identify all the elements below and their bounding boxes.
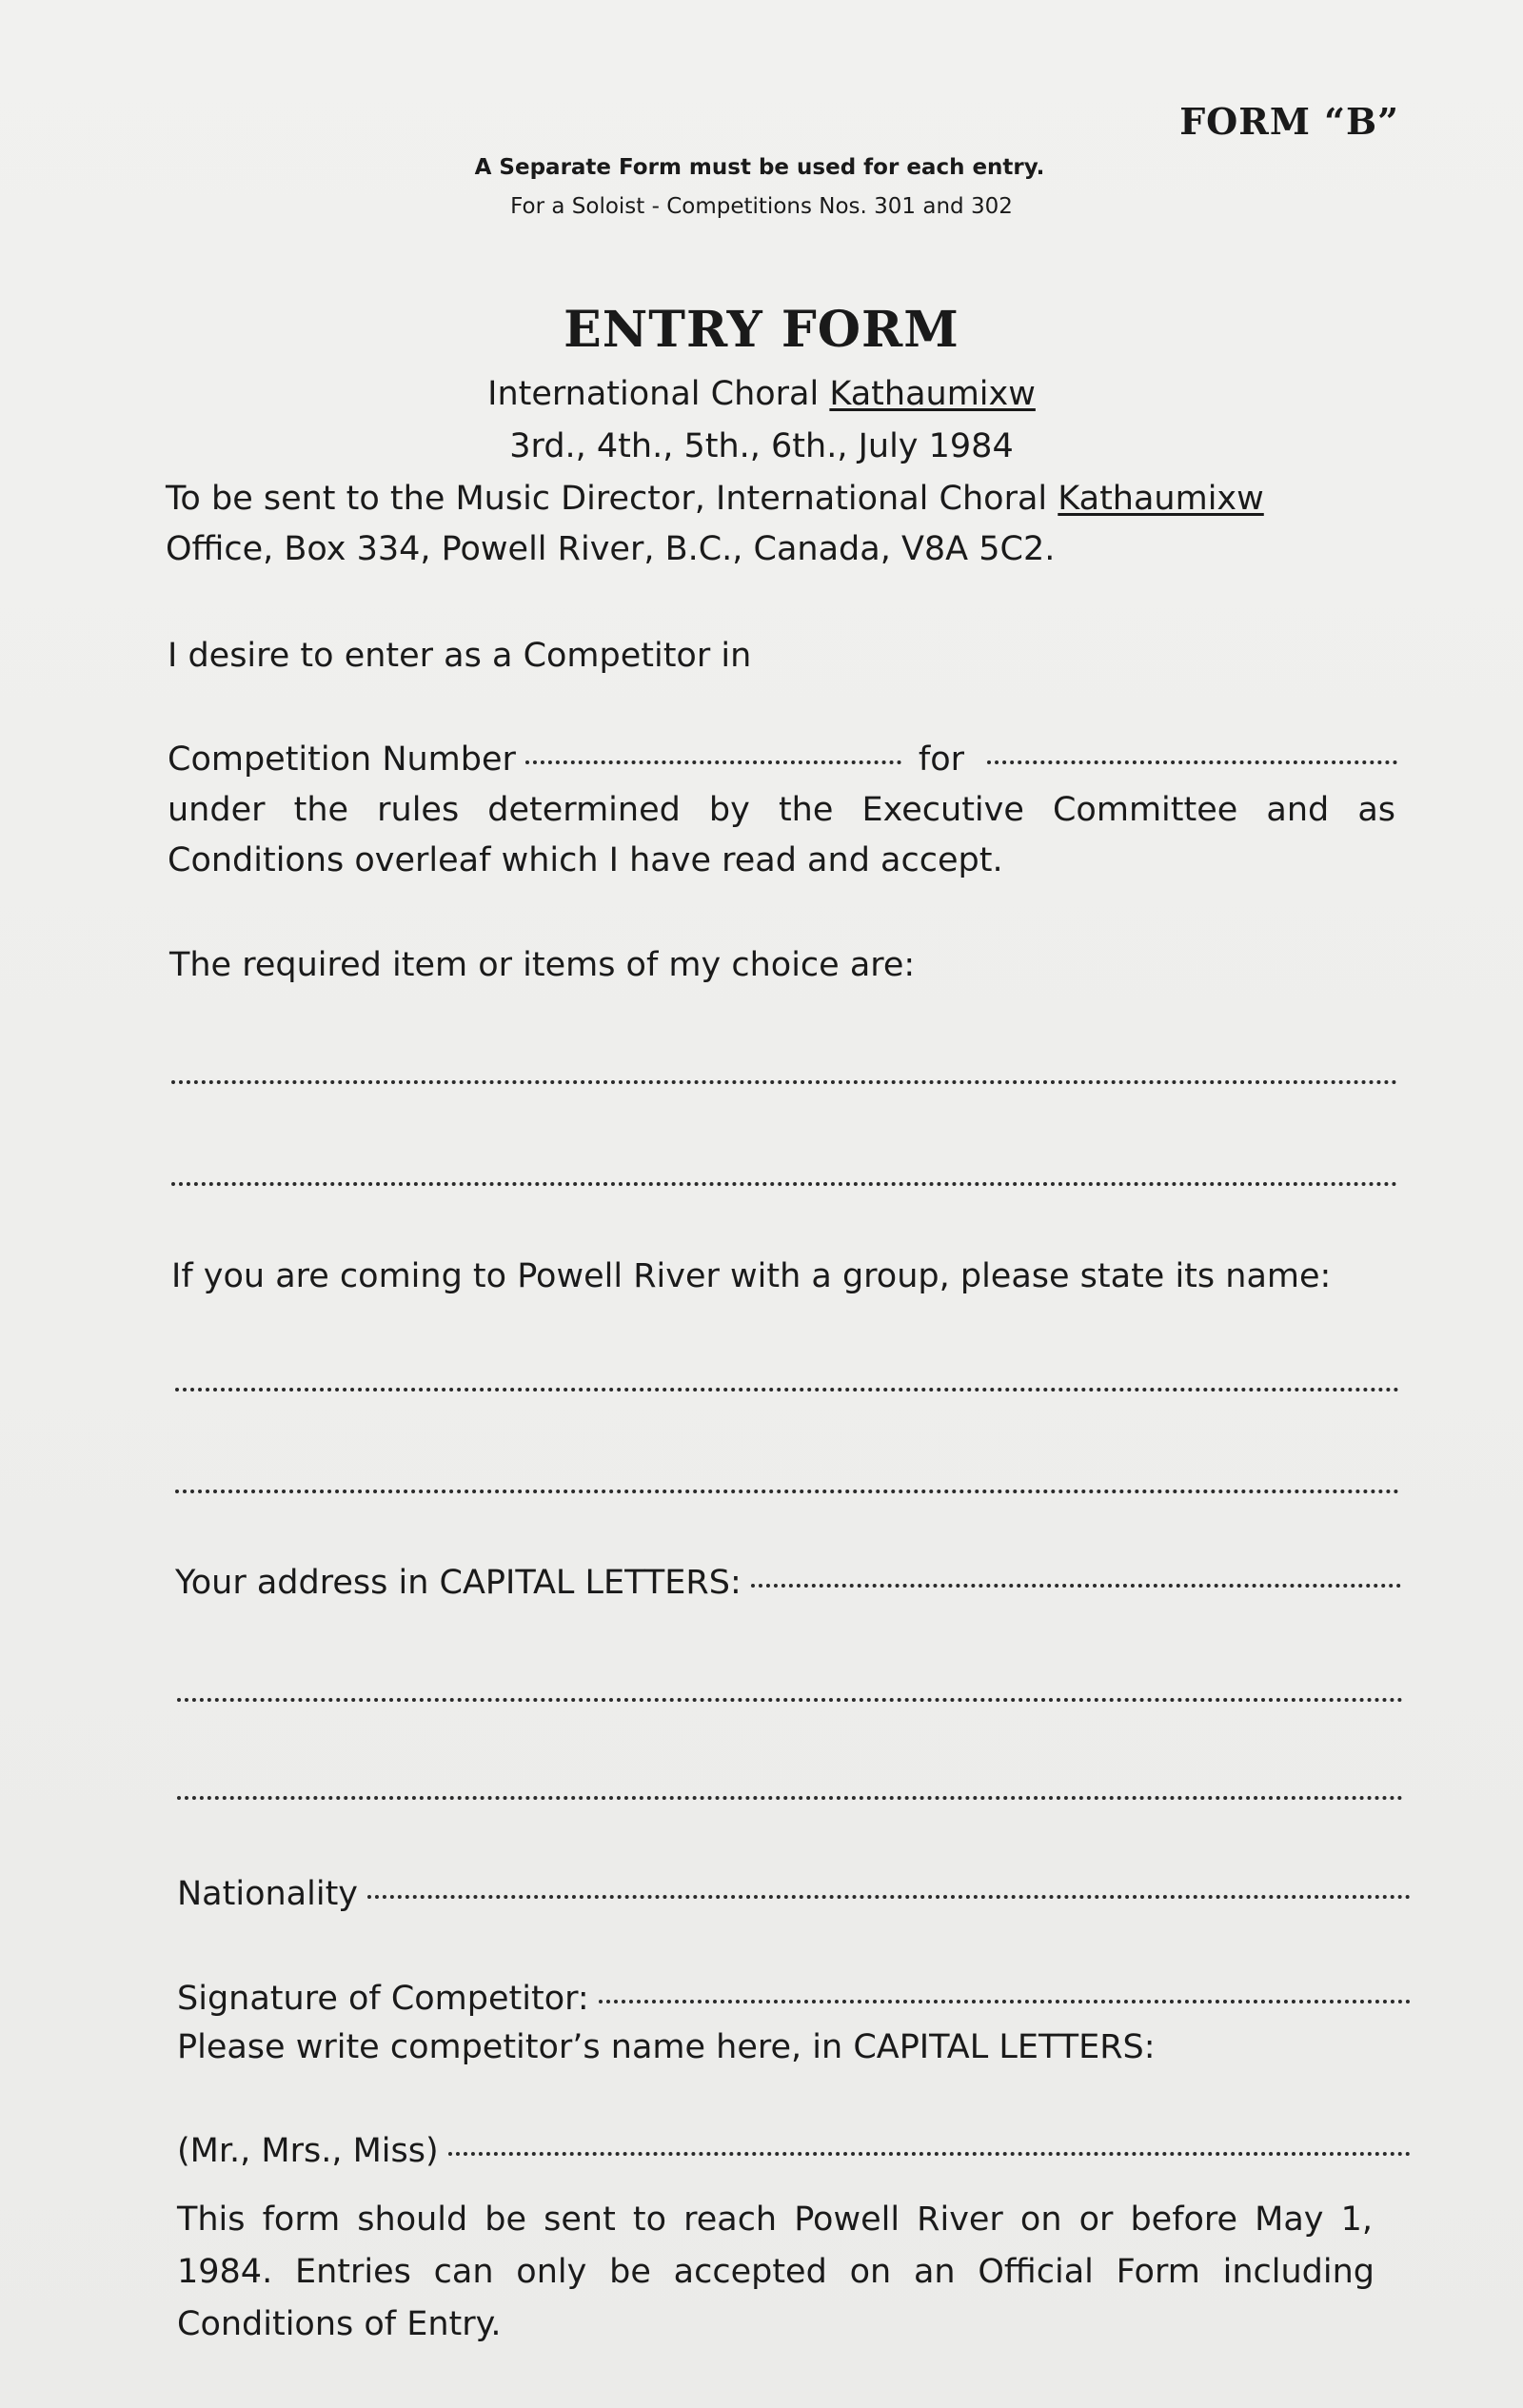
group-field-line-2[interactable]: [175, 1490, 1399, 1493]
name-instruction: Please write competitor’s name here, in CAPITAL LETTERS:: [177, 2028, 1156, 2066]
address-line-2: Office, Box 334, Powell River, B.C., Canada, V8A 5C2.: [166, 530, 1056, 568]
competition-number-field[interactable]: [525, 760, 901, 764]
footer-line-3: Conditions of Entry.: [177, 2305, 502, 2343]
footer-line-2: 1984. Entries can only be accepted on an Official Form including: [177, 2253, 1375, 2291]
signature-row: [177, 1980, 1411, 2018]
address-line-1-prefix: To be sent to the Music Director, International Choral: [166, 480, 1048, 518]
your-address-field-line-3[interactable]: [177, 1796, 1403, 1800]
title-label: (Mr., Mrs., Miss): [177, 2132, 439, 2170]
event-name-underlined: Kathaumixw: [829, 375, 1036, 413]
for-label: for: [918, 740, 965, 779]
your-address-label: Your address in CAPITAL LETTERS:: [175, 1564, 742, 1602]
rules-line-1: under the rules determined by the Executive Committee and as: [168, 791, 1395, 829]
rules-line-2: Conditions overleaf which I have read and accept.: [168, 841, 1003, 879]
your-address-field-line-1[interactable]: [751, 1584, 1401, 1588]
signature-field[interactable]: [599, 2000, 1411, 2003]
competition-number-row: [168, 740, 1397, 779]
items-label: The required item or items of my choice are:: [169, 946, 916, 984]
form-id-label: FORM “B”: [1179, 100, 1399, 143]
signature-label: Signature of Competitor:: [177, 1980, 589, 2018]
event-dates: 3rd., 4th., 5th., 6th., July 1984: [509, 427, 1014, 465]
items-field-line-1[interactable]: [171, 1080, 1397, 1084]
event-name: [0, 374, 1523, 414]
group-label: If you are coming to Powell River with a group, please state its name:: [171, 1257, 1332, 1295]
soloist-note: For a Soloist - Competitions Nos. 301 and 302: [510, 194, 1013, 219]
separate-form-note: A Separate Form must be used for each entry.: [474, 155, 1045, 180]
competition-for-field[interactable]: [987, 760, 1397, 764]
your-address-field-line-2[interactable]: [177, 1698, 1403, 1702]
competitor-name-row: [177, 2132, 1411, 2170]
event-name-prefix: International Choral: [487, 375, 820, 413]
your-address-row: [175, 1564, 1401, 1602]
nationality-row: [177, 1875, 1411, 1913]
competition-number-label: Competition Number: [168, 740, 516, 779]
items-field-line-2[interactable]: [171, 1182, 1397, 1186]
nationality-field[interactable]: [367, 1895, 1411, 1899]
competitor-name-field[interactable]: [448, 2152, 1411, 2156]
address-line-1: [166, 479, 1264, 519]
group-field-line-1[interactable]: [175, 1388, 1399, 1392]
address-line-1-underlined: Kathaumixw: [1058, 480, 1264, 518]
page-title: ENTRY FORM: [564, 301, 959, 359]
declaration-intro: I desire to enter as a Competitor in: [168, 637, 752, 675]
footer-line-1: This form should be sent to reach Powell River on or before May 1,: [177, 2201, 1373, 2239]
nationality-label: Nationality: [177, 1875, 359, 1913]
